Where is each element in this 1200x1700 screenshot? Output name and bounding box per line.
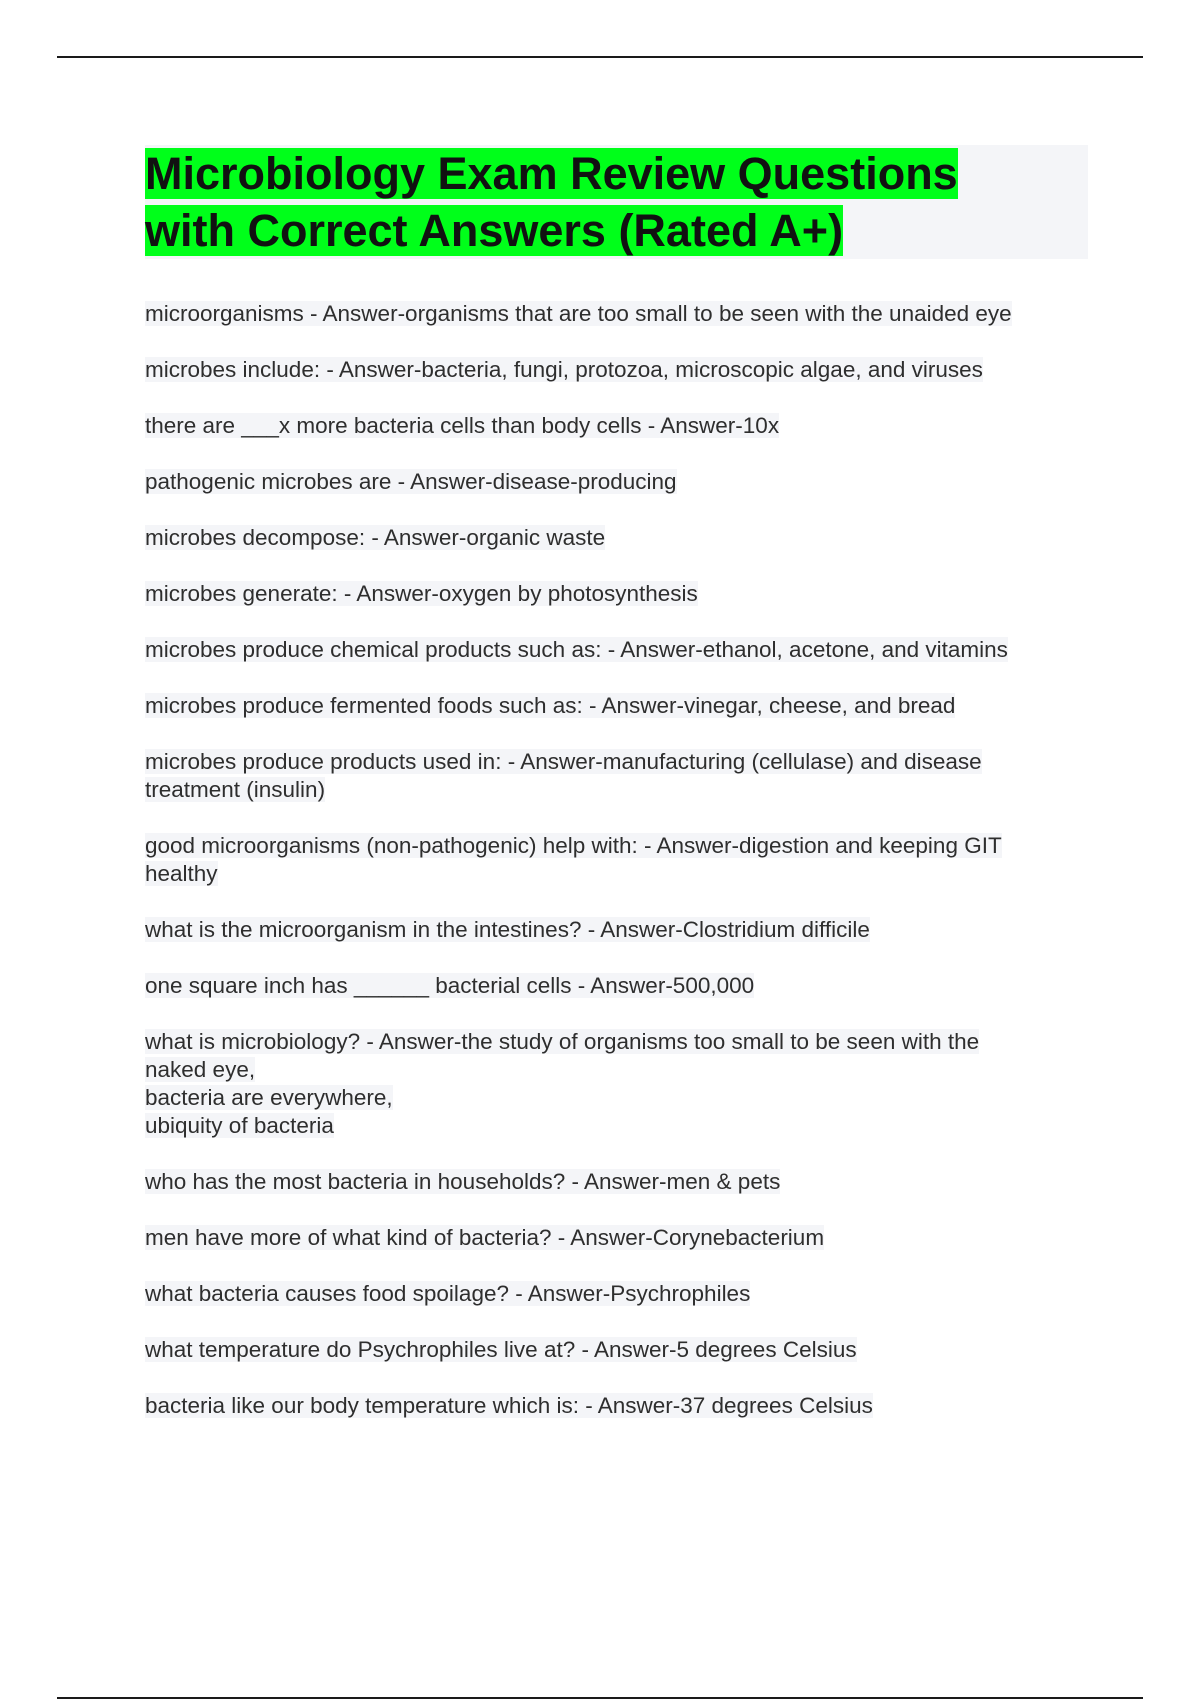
qa-list (145, 300, 1105, 1448)
qa-line: ubiquity of bacteria (145, 1113, 334, 1138)
qa-item (145, 300, 1105, 328)
qa-line-row (145, 1392, 1105, 1420)
qa-item (145, 748, 1105, 804)
qa-line: microbes include: - Answer-bacteria, fungi, protozoa, microscopic algae, and viruses (145, 357, 983, 382)
qa-line: microbes produce fermented foods such as: - Answer-vinegar, cheese, and bread (145, 693, 956, 718)
qa-line: microbes produce chemical products such as: - Answer-ethanol, acetone, and vitamins (145, 637, 1008, 662)
qa-line-row (145, 972, 1105, 1000)
qa-line: microbes decompose: - Answer-organic waste (145, 525, 606, 550)
qa-line-row (145, 916, 1105, 944)
qa-line: pathogenic microbes are - Answer-disease-producing (145, 469, 677, 494)
qa-line-row (145, 1224, 1105, 1252)
qa-line: bacteria like our body temperature which is: - Answer-37 degrees Celsius (145, 1393, 873, 1418)
qa-item (145, 636, 1105, 664)
qa-line: what is the microorganism in the intestines? - Answer-Clostridium difficile (145, 917, 870, 942)
qa-line: microorganisms - Answer-organisms that are too small to be seen with the unaided eye (145, 301, 1012, 326)
qa-item (145, 580, 1105, 608)
qa-line: what temperature do Psychrophiles live at? - Answer-5 degrees Celsius (145, 1337, 857, 1362)
qa-item (145, 1280, 1105, 1308)
qa-item (145, 916, 1105, 944)
qa-line: bacteria are everywhere, (145, 1085, 393, 1110)
qa-line: healthy (145, 861, 218, 886)
qa-line-row (145, 748, 1105, 776)
qa-line-row (145, 1084, 1105, 1112)
qa-line: microbes produce products used in: - Answer-manufacturing (cellulase) and disease (145, 749, 982, 774)
qa-item (145, 1168, 1105, 1196)
qa-line-row (145, 860, 1105, 888)
qa-line: one square inch has ______ bacterial cells - Answer-500,000 (145, 973, 755, 998)
qa-line-row (145, 356, 1105, 384)
qa-line-row (145, 1336, 1105, 1364)
qa-line-row (145, 832, 1105, 860)
title-block (145, 145, 1088, 259)
qa-item (145, 412, 1105, 440)
qa-item (145, 972, 1105, 1000)
qa-line-row (145, 692, 1105, 720)
qa-item (145, 524, 1105, 552)
qa-line-row (145, 1280, 1105, 1308)
title-line-1: Microbiology Exam Review Questions (145, 148, 958, 199)
qa-line-row (145, 1056, 1105, 1084)
qa-line: treatment (insulin) (145, 777, 326, 802)
qa-line: who has the most bacteria in households? - Answer-men & pets (145, 1169, 781, 1194)
document-title (145, 145, 1088, 259)
qa-line-row (145, 776, 1105, 804)
qa-line: good microorganisms (non-pathogenic) help with: - Answer-digestion and keeping GIT (145, 833, 1002, 858)
qa-line-row (145, 1112, 1105, 1140)
qa-line: microbes generate: - Answer-oxygen by photosynthesis (145, 581, 698, 606)
qa-item (145, 1392, 1105, 1420)
qa-line-row (145, 524, 1105, 552)
qa-line-row (145, 1028, 1105, 1056)
qa-line: men have more of what kind of bacteria? - Answer-Corynebacterium (145, 1225, 825, 1250)
qa-item (145, 1028, 1105, 1140)
qa-item (145, 1224, 1105, 1252)
qa-item (145, 692, 1105, 720)
qa-line: naked eye, (145, 1057, 256, 1082)
qa-item (145, 832, 1105, 888)
bottom-rule (57, 1697, 1143, 1699)
qa-line-row (145, 412, 1105, 440)
qa-line: what is microbiology? - Answer-the study of organisms too small to be seen with the (145, 1029, 980, 1054)
qa-line-row (145, 580, 1105, 608)
qa-line-row (145, 636, 1105, 664)
qa-line-row (145, 300, 1105, 328)
qa-item (145, 356, 1105, 384)
qa-line-row (145, 1168, 1105, 1196)
title-line-2: with Correct Answers (Rated A+) (145, 205, 844, 256)
qa-line: there are ___x more bacteria cells than body cells - Answer-10x (145, 413, 780, 438)
qa-line-row (145, 468, 1105, 496)
qa-item (145, 1336, 1105, 1364)
top-rule (57, 56, 1143, 58)
qa-item (145, 468, 1105, 496)
qa-line: what bacteria causes food spoilage? - Answer-Psychrophiles (145, 1281, 751, 1306)
